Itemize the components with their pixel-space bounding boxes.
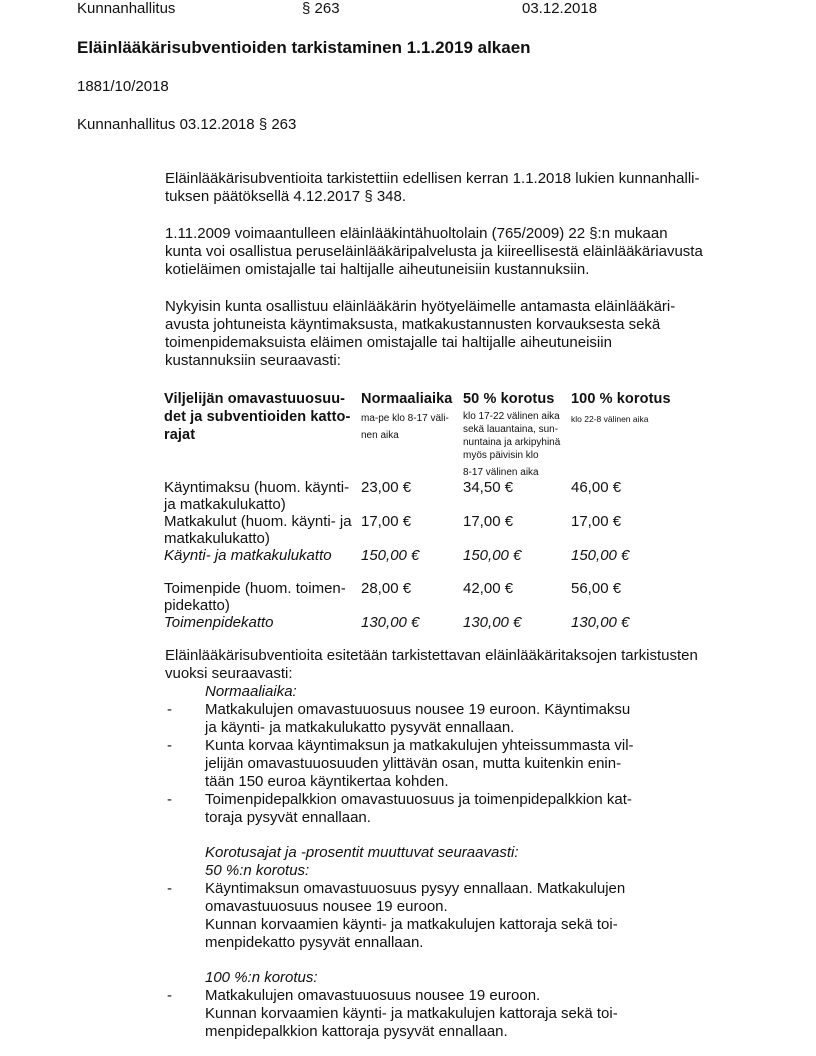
text-line: kustannuksiin seuraavasti: <box>165 352 341 369</box>
header-subtitle: klo 22-8 välinen aika <box>571 414 649 424</box>
list-item: - Kunta korvaa käyntimaksun ja matkakulujen yhteissummasta vil- jelijän omavastuuosuuden ylittävän osan, mutta kuitenkin enin- tään 150 euroa käyntikertaa kohden. <box>167 737 634 790</box>
header-cell-normal <box>361 390 463 479</box>
header-cell-category <box>164 390 361 479</box>
cell-100: 56,00 € <box>571 580 622 597</box>
header-sub-line: nen aika <box>361 430 399 441</box>
table-header-row <box>164 390 681 479</box>
cell-normal: 28,00 € <box>361 580 412 597</box>
header-sub-line: 8-17 välinen aika <box>463 467 539 478</box>
paragraph-previous-revision <box>165 170 745 206</box>
text-line: menpidekatto pysyvät ennallaan. <box>205 934 424 951</box>
cell-100: 17,00 € <box>571 513 622 530</box>
cell-normal: 150,00 € <box>361 547 420 564</box>
header-subtitle <box>463 410 571 479</box>
header-title: 100 % korotus <box>571 391 671 407</box>
table-row <box>164 479 681 513</box>
header-subtitle <box>361 410 463 444</box>
cell-50: 17,00 € <box>463 513 514 530</box>
table-row <box>164 580 681 614</box>
list-item: - Toimenpidepalkkion omavastuuosuus ja toimenpidepalkkion kat- toraja pysyvät ennallaan. <box>167 791 632 826</box>
header-sub-line: ma-pe klo 8-17 väli- <box>361 413 449 424</box>
text-line: kotieläimen omistajalle tai haltijalle aiheutuneisiin kustannuksiin. <box>165 261 590 278</box>
text-line: toimenpidemaksuista eläimen omistajalle tai haltijalle aiheutuneisiin <box>165 334 612 351</box>
table-row <box>164 547 681 564</box>
text-line: Nykyisin kunta osallistuu eläinlääkärin hyötyeläimelle antamasta eläinlääkäri- <box>165 298 676 315</box>
header-title: Normaaliaika <box>361 391 453 407</box>
text-line: Eläinlääkärisubventioita esitetään tarkistettavan eläinlääkäritaksojen tarkistusten <box>165 647 698 664</box>
cell-50: 130,00 € <box>463 614 522 631</box>
cell-normal: 17,00 € <box>361 513 412 530</box>
dash-bullet: - <box>167 791 172 808</box>
table-row <box>164 513 681 547</box>
paragraph-current-practice <box>165 298 745 370</box>
table-row <box>164 614 681 631</box>
header-line: det ja subventioiden katto- <box>164 409 351 425</box>
header-sub-line: myös päivisin klo <box>463 450 539 461</box>
text-line: Eläinlääkärisubventioita tarkistettiin edellisen kerran 1.1.2018 lukien kunnanhalli- <box>165 170 700 187</box>
header-date: 03.12.2018 <box>522 0 598 17</box>
text-line: 1.11.2009 voimaantulleen eläinlääkintähuoltolain (765/2009) 22 §:n mukaan <box>165 225 668 242</box>
text-line: avusta johtuneista käyntimaksusta, matkakustannusten korvauksesta sekä <box>165 316 661 333</box>
row-label: Toimenpidekatto <box>164 614 274 631</box>
list-item: - Matkakulujen omavastuuosuus nousee 19 euroon. Käyntimaksu ja käynti- ja matkakulukatto pysyvät ennallaan. <box>167 701 631 736</box>
header-title: 50 % korotus <box>463 391 555 407</box>
paragraph-legal-basis <box>165 225 745 279</box>
dash-bullet: - <box>167 737 172 754</box>
cell-100: 130,00 € <box>571 614 630 631</box>
record-number: 1881/10/2018 <box>77 78 169 95</box>
meeting-reference: Kunnanhallitus 03.12.2018 § 263 <box>77 116 297 133</box>
row-label: Käynti- ja matkakulukatto <box>164 547 332 564</box>
cell-normal: 23,00 € <box>361 479 412 496</box>
cell-50: 34,50 € <box>463 479 514 496</box>
text-line: Kunnan korvaamien käynti- ja matkakulujen kattoraja sekä toi- <box>205 1005 618 1022</box>
list-item: - Matkakulujen omavastuuosuus nousee 19 euroon. <box>167 987 541 1004</box>
header-sub-line: sekä lauantaina, sun- <box>463 424 559 435</box>
cell-100: 46,00 € <box>571 479 622 496</box>
text-line: menpidepalkkion kattoraja pysyvät ennallaan. <box>205 1023 508 1040</box>
row-label: Matkakulut (huom. käynti- ja matkakulukatto) <box>164 513 352 547</box>
dash-bullet: - <box>167 987 172 1004</box>
dash-bullet: - <box>167 880 172 897</box>
fifty-percent-heading: 50 %:n korotus: <box>205 862 310 879</box>
dash-bullet: - <box>167 701 172 718</box>
text-line: kunta voi osallistua peruseläinlääkäripalvelusta ja kiireellisestä eläinlääkäriavusta <box>165 243 703 260</box>
hundred-percent-heading: 100 %:n korotus: <box>205 969 318 986</box>
header-sub-line: klo 17-22 välinen aika <box>463 411 560 422</box>
header-cell-50 <box>463 390 571 479</box>
page-title: Eläinlääkärisubventioiden tarkistaminen 1.1.2019 alkaen <box>77 38 531 57</box>
cell-100: 150,00 € <box>571 547 630 564</box>
proposal-section <box>165 647 745 1041</box>
cell-normal: 130,00 € <box>361 614 420 631</box>
cell-50: 150,00 € <box>463 547 522 564</box>
normal-heading: Normaaliaika: <box>205 683 297 700</box>
header-section: § 263 <box>302 0 340 17</box>
header-cell-100 <box>571 390 681 479</box>
subsidy-table <box>164 390 681 631</box>
row-label: Käyntimaksu (huom. käynti- ja matkakulukatto) <box>164 479 350 513</box>
list-item: - Käyntimaksun omavastuuosuus pysyy ennallaan. Matkakulujen omavastuuosuus nousee 19 euroon. <box>167 880 626 915</box>
surcharge-heading: Korotusajat ja -prosentit muuttuvat seuraavasti: <box>205 844 519 861</box>
header-line: rajat <box>164 427 196 443</box>
text-line: vuoksi seuraavasti: <box>165 665 293 682</box>
header-sub-line: nuntaina ja arkipyhinä <box>463 437 561 448</box>
header-organ: Kunnanhallitus <box>77 0 176 17</box>
cell-50: 42,00 € <box>463 580 514 597</box>
text-line: tuksen päätöksellä 4.12.2017 § 348. <box>165 188 407 205</box>
text-line: Kunnan korvaamien käynti- ja matkakulujen kattoraja sekä toi- <box>205 916 618 933</box>
table-spacer <box>164 564 681 580</box>
header-line: Viljelijän omavastuuosuu- <box>164 391 346 407</box>
row-label: Toimenpide (huom. toimen- pidekatto) <box>164 580 346 614</box>
